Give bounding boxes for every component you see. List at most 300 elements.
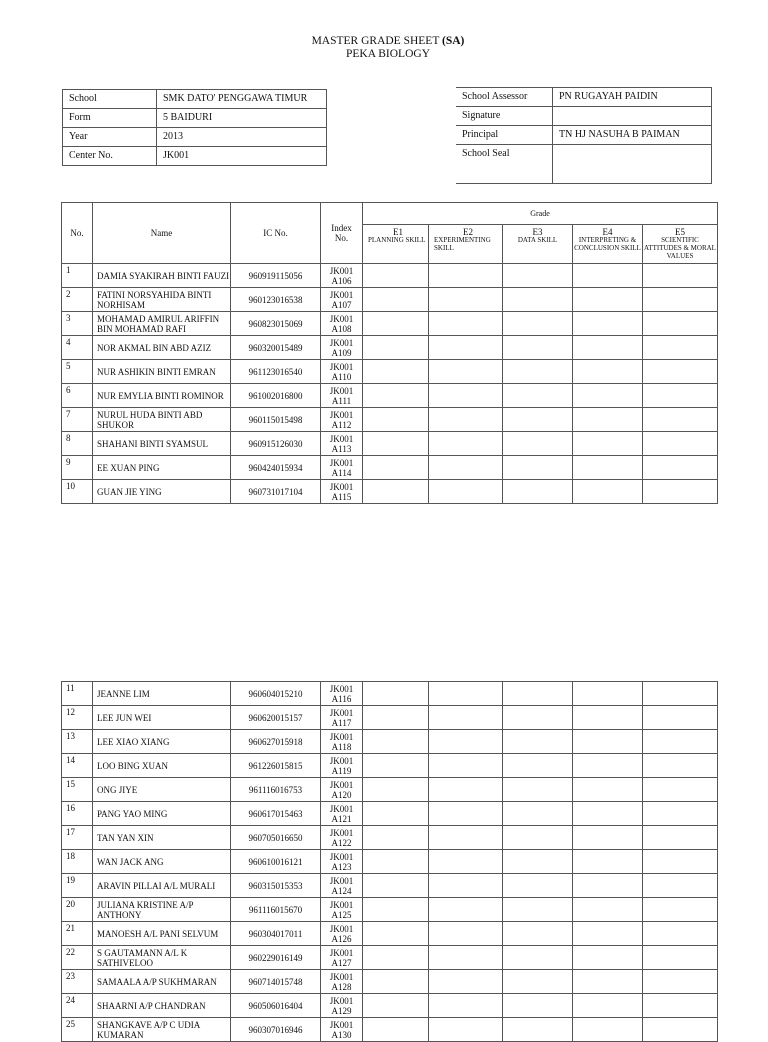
grade-cell-e2 <box>429 706 503 730</box>
e5-header <box>643 225 718 264</box>
grade-cell-e1 <box>363 1018 429 1042</box>
grade-cell-e5 <box>643 432 718 456</box>
student-row <box>62 336 718 360</box>
student-index-code: A119 <box>331 765 352 776</box>
student-name: SHANGKAVE A/P C UDIA KUMARAN <box>93 1018 231 1042</box>
student-index-code: A117 <box>331 717 352 728</box>
sheet-title-code: (SA) <box>442 35 465 47</box>
student-index-center: JK001 <box>329 337 354 348</box>
grade-cell-e5 <box>643 384 718 408</box>
seal-value <box>553 145 712 184</box>
grade-cell-e5 <box>643 1018 718 1042</box>
student-name: DAMIA SYAKIRAH BINTI FAUZI <box>93 264 231 288</box>
grade-cell-e2 <box>429 994 503 1018</box>
grade-cell-e1 <box>363 432 429 456</box>
student-no: 3 <box>62 312 93 336</box>
grade-cell-e2 <box>429 946 503 970</box>
student-index-center: JK001 <box>329 433 354 444</box>
student-ic: 960315015353 <box>231 874 321 898</box>
student-name: NUR EMYLIA BINTI ROMINOR <box>93 384 231 408</box>
principal-value: TN HJ NASUHA B PAIMAN <box>553 126 712 145</box>
student-row <box>62 778 718 802</box>
student-row <box>62 682 718 706</box>
grade-cell-e2 <box>429 826 503 850</box>
student-no: 9 <box>62 456 93 480</box>
student-no: 11 <box>62 682 93 706</box>
student-no: 24 <box>62 994 93 1018</box>
grade-cell-e3 <box>503 682 573 706</box>
assessor-label: School Assessor <box>456 88 553 107</box>
student-ic: 960320015489 <box>231 336 321 360</box>
e2-code: E2 <box>463 227 473 237</box>
grade-cell-e3 <box>503 994 573 1018</box>
grade-cell-e3 <box>503 874 573 898</box>
grade-cell-e3 <box>503 312 573 336</box>
student-name: GUAN JIE YING <box>93 480 231 504</box>
student-index-center: JK001 <box>329 779 354 790</box>
grade-cell-e5 <box>643 922 718 946</box>
student-ic: 960604015210 <box>231 682 321 706</box>
e3-label: DATA SKILL <box>517 236 558 244</box>
student-row <box>62 1018 718 1042</box>
grade-cell-e3 <box>503 826 573 850</box>
grade-cell-e2 <box>429 456 503 480</box>
grade-cell-e2 <box>429 874 503 898</box>
student-row <box>62 408 718 432</box>
grade-cell-e2 <box>429 802 503 826</box>
grade-cell-e2 <box>429 898 503 922</box>
student-no: 2 <box>62 288 93 312</box>
grade-cell-e4 <box>573 898 643 922</box>
grade-cell-e4 <box>573 682 643 706</box>
student-row <box>62 384 718 408</box>
student-index <box>321 970 363 994</box>
student-index <box>321 754 363 778</box>
student-index-code: A110 <box>331 371 352 382</box>
grade-cell-e5 <box>643 970 718 994</box>
e4-label: INTERPRETING & CONCLUSION SKILL <box>574 236 641 252</box>
student-name: S GAUTAMANN A/L K SATHIVELOO <box>93 946 231 970</box>
col-ic-header: IC No. <box>231 203 321 264</box>
grade-cell-e3 <box>503 802 573 826</box>
student-name: EE XUAN PING <box>93 456 231 480</box>
grade-cell-e5 <box>643 288 718 312</box>
student-index-code: A128 <box>331 981 352 992</box>
student-no: 10 <box>62 480 93 504</box>
sheet-title-text: MASTER GRADE SHEET <box>311 35 440 47</box>
student-index <box>321 802 363 826</box>
grade-cell-e5 <box>643 994 718 1018</box>
student-index-center: JK001 <box>329 289 354 300</box>
grade-cell-e4 <box>573 336 643 360</box>
grade-table-page2-body <box>62 682 718 1042</box>
student-name: ONG JIYE <box>93 778 231 802</box>
student-no: 23 <box>62 970 93 994</box>
grade-cell-e3 <box>503 922 573 946</box>
grade-cell-e1 <box>363 408 429 432</box>
student-index-code: A109 <box>331 347 352 358</box>
student-row <box>62 754 718 778</box>
student-index-code: A115 <box>331 491 352 502</box>
grade-cell-e4 <box>573 1018 643 1042</box>
student-index-code: A121 <box>331 813 352 824</box>
grade-cell-e1 <box>363 730 429 754</box>
student-ic: 960307016946 <box>231 1018 321 1042</box>
grade-cell-e4 <box>573 706 643 730</box>
student-row <box>62 874 718 898</box>
grade-cell-e4 <box>573 826 643 850</box>
student-index <box>321 384 363 408</box>
grade-cell-e5 <box>643 480 718 504</box>
grade-cell-e4 <box>573 360 643 384</box>
student-index-center: JK001 <box>329 313 354 324</box>
grade-cell-e2 <box>429 384 503 408</box>
e2-header <box>429 225 503 264</box>
grade-cell-e2 <box>429 360 503 384</box>
grade-cell-e1 <box>363 994 429 1018</box>
grade-cell-e3 <box>503 336 573 360</box>
grade-cell-e3 <box>503 408 573 432</box>
col-index-line2: No. <box>334 233 349 243</box>
grade-cell-e4 <box>573 850 643 874</box>
student-index <box>321 826 363 850</box>
grade-cell-e3 <box>503 778 573 802</box>
grade-cell-e5 <box>643 802 718 826</box>
student-no: 20 <box>62 898 93 922</box>
student-row <box>62 730 718 754</box>
student-name: JEANNE LIM <box>93 682 231 706</box>
student-no: 16 <box>62 802 93 826</box>
student-ic: 960627015918 <box>231 730 321 754</box>
grade-cell-e4 <box>573 730 643 754</box>
year-label: Year <box>63 128 157 147</box>
grade-cell-e3 <box>503 360 573 384</box>
grade-table-page1-body <box>62 264 718 504</box>
student-row <box>62 432 718 456</box>
principal-label: Principal <box>456 126 553 145</box>
student-name: LOO BING XUAN <box>93 754 231 778</box>
grade-cell-e1 <box>363 480 429 504</box>
grade-cell-e4 <box>573 384 643 408</box>
student-row <box>62 312 718 336</box>
student-index-code: A125 <box>331 909 352 920</box>
student-ic: 960915126030 <box>231 432 321 456</box>
grade-cell-e1 <box>363 312 429 336</box>
grade-cell-e4 <box>573 970 643 994</box>
student-ic: 960610016121 <box>231 850 321 874</box>
grade-cell-e3 <box>503 432 573 456</box>
grade-cell-e2 <box>429 288 503 312</box>
student-name: NOR AKMAL BIN ABD AZIZ <box>93 336 231 360</box>
grade-cell-e1 <box>363 946 429 970</box>
year-value: 2013 <box>157 128 327 147</box>
student-index-center: JK001 <box>329 851 354 862</box>
student-ic: 960731017104 <box>231 480 321 504</box>
student-index <box>321 288 363 312</box>
center-value: JK001 <box>157 147 327 166</box>
student-row <box>62 826 718 850</box>
student-index-code: A108 <box>331 323 352 334</box>
grade-cell-e5 <box>643 682 718 706</box>
student-name: MANOESH A/L PANI SELVUM <box>93 922 231 946</box>
grade-cell-e4 <box>573 994 643 1018</box>
student-ic: 960617015463 <box>231 802 321 826</box>
student-index-code: A116 <box>331 693 352 704</box>
form-value: 5 BAIDURI <box>157 109 327 128</box>
grade-cell-e4 <box>573 480 643 504</box>
student-index-code: A112 <box>331 419 352 430</box>
grade-group-header: Grade <box>363 203 718 225</box>
grade-cell-e3 <box>503 264 573 288</box>
student-no: 4 <box>62 336 93 360</box>
student-name: NUR ASHIKIN BINTI EMRAN <box>93 360 231 384</box>
student-index <box>321 264 363 288</box>
grade-cell-e5 <box>643 874 718 898</box>
student-name: JULIANA KRISTINE A/P ANTHONY <box>93 898 231 922</box>
grade-cell-e1 <box>363 384 429 408</box>
grade-cell-e2 <box>429 480 503 504</box>
grade-cell-e5 <box>643 730 718 754</box>
student-index-center: JK001 <box>329 731 354 742</box>
grade-cell-e5 <box>643 408 718 432</box>
grade-cell-e2 <box>429 922 503 946</box>
grade-cell-e3 <box>503 456 573 480</box>
grade-cell-e1 <box>363 682 429 706</box>
grade-table-page2 <box>61 681 718 1042</box>
student-index-center: JK001 <box>329 827 354 838</box>
col-index-line1: Index <box>331 223 352 233</box>
student-index-code: A122 <box>331 837 352 848</box>
student-no: 8 <box>62 432 93 456</box>
grade-cell-e4 <box>573 408 643 432</box>
grade-cell-e5 <box>643 850 718 874</box>
e5-code: E5 <box>675 227 685 237</box>
student-name: LEE XIAO XIANG <box>93 730 231 754</box>
student-ic: 960424015934 <box>231 456 321 480</box>
student-index-center: JK001 <box>329 947 354 958</box>
student-name: PANG YAO MING <box>93 802 231 826</box>
grade-cell-e1 <box>363 706 429 730</box>
student-row <box>62 994 718 1018</box>
school-value: SMK DATO' PENGGAWA TIMUR <box>157 90 327 109</box>
student-ic: 961116016753 <box>231 778 321 802</box>
student-row <box>62 288 718 312</box>
grade-cell-e2 <box>429 970 503 994</box>
grade-cell-e4 <box>573 922 643 946</box>
student-index-center: JK001 <box>329 457 354 468</box>
grade-cell-e2 <box>429 778 503 802</box>
student-no: 17 <box>62 826 93 850</box>
grade-cell-e5 <box>643 778 718 802</box>
grade-cell-e1 <box>363 898 429 922</box>
e3-header <box>503 225 573 264</box>
grade-table-page1 <box>61 202 718 504</box>
student-index <box>321 682 363 706</box>
school-label: School <box>63 90 157 109</box>
grade-cell-e4 <box>573 802 643 826</box>
student-index-center: JK001 <box>329 899 354 910</box>
grade-cell-e2 <box>429 312 503 336</box>
grade-cell-e4 <box>573 312 643 336</box>
student-index <box>321 312 363 336</box>
grade-cell-e1 <box>363 922 429 946</box>
student-index <box>321 922 363 946</box>
student-index <box>321 408 363 432</box>
student-no: 7 <box>62 408 93 432</box>
student-index-center: JK001 <box>329 265 354 276</box>
student-index <box>321 730 363 754</box>
grade-cell-e4 <box>573 874 643 898</box>
grade-cell-e3 <box>503 1018 573 1042</box>
grade-cell-e2 <box>429 432 503 456</box>
student-no: 21 <box>62 922 93 946</box>
col-index-header <box>321 203 363 264</box>
grade-cell-e2 <box>429 408 503 432</box>
student-index-center: JK001 <box>329 481 354 492</box>
student-row <box>62 456 718 480</box>
grade-cell-e3 <box>503 288 573 312</box>
student-index <box>321 874 363 898</box>
grade-cell-e2 <box>429 850 503 874</box>
grade-cell-e1 <box>363 970 429 994</box>
grade-cell-e3 <box>503 730 573 754</box>
student-row <box>62 480 718 504</box>
student-index-center: JK001 <box>329 385 354 396</box>
grade-cell-e5 <box>643 754 718 778</box>
student-ic: 961123016540 <box>231 360 321 384</box>
student-index-code: A107 <box>331 299 352 310</box>
sheet-title <box>0 35 768 48</box>
student-row <box>62 706 718 730</box>
center-label: Center No. <box>63 147 157 166</box>
grade-cell-e4 <box>573 946 643 970</box>
student-name: NURUL HUDA BINTI ABD SHUKOR <box>93 408 231 432</box>
grade-cell-e3 <box>503 480 573 504</box>
signature-value <box>553 107 712 126</box>
student-index-code: A106 <box>331 275 352 286</box>
student-index-center: JK001 <box>329 755 354 766</box>
student-index-center: JK001 <box>329 361 354 372</box>
e3-code: E3 <box>532 227 543 237</box>
student-ic: 960823015069 <box>231 312 321 336</box>
student-index-code: A114 <box>331 467 352 478</box>
student-index-code: A130 <box>331 1029 352 1040</box>
student-ic: 960229016149 <box>231 946 321 970</box>
student-ic: 960506016404 <box>231 994 321 1018</box>
grade-cell-e5 <box>643 826 718 850</box>
form-label: Form <box>63 109 157 128</box>
student-index-code: A127 <box>331 957 352 968</box>
student-no: 19 <box>62 874 93 898</box>
signature-label: Signature <box>456 107 553 126</box>
student-index <box>321 1018 363 1042</box>
student-no: 1 <box>62 264 93 288</box>
grade-cell-e1 <box>363 288 429 312</box>
grade-cell-e3 <box>503 384 573 408</box>
student-index <box>321 480 363 504</box>
grade-cell-e3 <box>503 970 573 994</box>
student-name: TAN YAN XIN <box>93 826 231 850</box>
grade-cell-e4 <box>573 432 643 456</box>
student-index <box>321 456 363 480</box>
e1-header <box>363 225 429 264</box>
student-name: WAN JACK ANG <box>93 850 231 874</box>
grade-cell-e5 <box>643 456 718 480</box>
grade-cell-e2 <box>429 336 503 360</box>
student-name: LEE JUN WEI <box>93 706 231 730</box>
grade-cell-e1 <box>363 874 429 898</box>
student-name: MOHAMAD AMIRUL ARIFFIN BIN MOHAMAD RAFI <box>93 312 231 336</box>
grade-cell-e5 <box>643 360 718 384</box>
student-name: SAMAALA A/P SUKHMARAN <box>93 970 231 994</box>
e2-label: EXPERIMENTING SKILL <box>434 236 491 252</box>
col-no-header: No. <box>62 203 93 264</box>
school-info-table <box>62 89 327 166</box>
grade-cell-e1 <box>363 336 429 360</box>
grade-cell-e1 <box>363 802 429 826</box>
student-ic: 960705016650 <box>231 826 321 850</box>
col-name-header: Name <box>93 203 231 264</box>
seal-label: School Seal <box>456 145 553 184</box>
grade-cell-e5 <box>643 264 718 288</box>
student-index-center: JK001 <box>329 409 354 420</box>
student-index-center: JK001 <box>329 803 354 814</box>
grade-cell-e5 <box>643 706 718 730</box>
student-index <box>321 946 363 970</box>
student-no: 18 <box>62 850 93 874</box>
student-no: 6 <box>62 384 93 408</box>
student-no: 13 <box>62 730 93 754</box>
grade-cell-e1 <box>363 264 429 288</box>
student-no: 14 <box>62 754 93 778</box>
student-index-code: A120 <box>331 789 352 800</box>
student-ic: 960919115056 <box>231 264 321 288</box>
grade-cell-e5 <box>643 898 718 922</box>
student-index-code: A118 <box>331 741 352 752</box>
student-row <box>62 946 718 970</box>
student-row <box>62 970 718 994</box>
e1-label: PLANNING SKILL <box>368 236 426 244</box>
student-ic: 960115015498 <box>231 408 321 432</box>
student-index <box>321 706 363 730</box>
grade-cell-e1 <box>363 360 429 384</box>
student-row <box>62 802 718 826</box>
grade-cell-e4 <box>573 288 643 312</box>
grade-cell-e5 <box>643 336 718 360</box>
student-no: 12 <box>62 706 93 730</box>
student-row <box>62 360 718 384</box>
student-row <box>62 850 718 874</box>
grade-cell-e1 <box>363 456 429 480</box>
grade-cell-e4 <box>573 264 643 288</box>
student-no: 5 <box>62 360 93 384</box>
grade-cell-e3 <box>503 706 573 730</box>
student-index-center: JK001 <box>329 683 354 694</box>
student-ic: 960714015748 <box>231 970 321 994</box>
grade-cell-e4 <box>573 778 643 802</box>
student-row <box>62 922 718 946</box>
student-index-code: A123 <box>331 861 352 872</box>
student-row <box>62 264 718 288</box>
student-index <box>321 778 363 802</box>
e1-code: E1 <box>393 227 403 237</box>
student-ic: 960304017011 <box>231 922 321 946</box>
grade-cell-e3 <box>503 898 573 922</box>
student-ic: 961116015670 <box>231 898 321 922</box>
grade-cell-e3 <box>503 754 573 778</box>
student-name: SHAARNI A/P CHANDRAN <box>93 994 231 1018</box>
grade-cell-e5 <box>643 946 718 970</box>
